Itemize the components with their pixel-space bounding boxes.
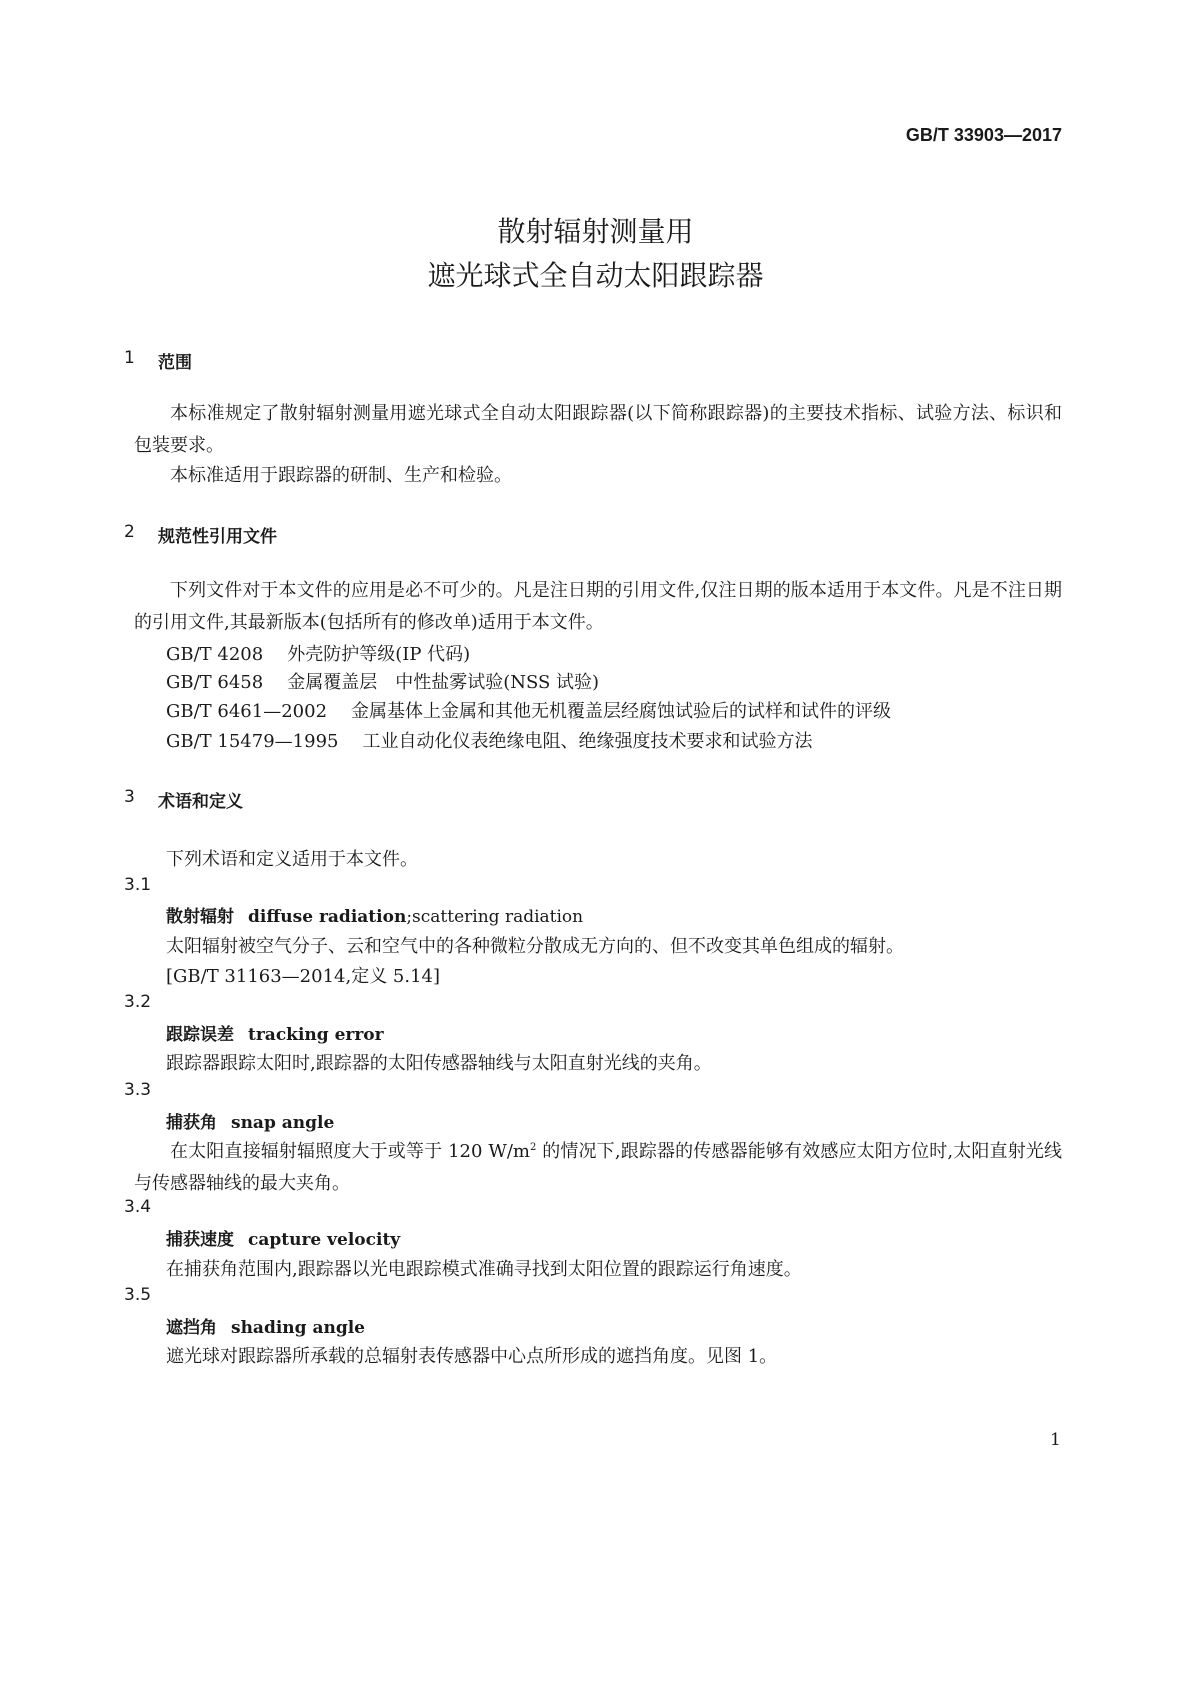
term-chinese: 跟踪误差 (166, 1025, 234, 1045)
term-chinese: 捕获速度 (166, 1230, 234, 1250)
section-2-paragraph-1: 下列文件对于本文件的应用是必不可少的。凡是注日期的引用文件,仅注日期的版本适用于本文件。凡是不注日期的引用文件,其最新版本(包括所有的修改单)适用于本文件。 (134, 580, 1062, 633)
reference-title: 金属覆盖层 中性盐雾试验(NSS 试验) (287, 672, 600, 693)
term-heading (166, 1225, 400, 1250)
reference-title: 工业自动化仪表绝缘电阻、绝缘强度技术要求和试验方法 (362, 731, 813, 752)
section-1-number: 1 (124, 348, 135, 368)
term-english: snap angle (231, 1113, 335, 1133)
term-english: diffuse radiation (248, 907, 407, 927)
term-chinese: 遮挡角 (166, 1318, 217, 1338)
definition-part: 在太阳直接辐射辐照度大于或等于 120 W/m (170, 1141, 530, 1162)
term-number: 3.5 (124, 1285, 152, 1305)
term-number: 3.2 (124, 992, 152, 1012)
document-title-line2: 遮光球式全自动太阳跟踪器 (427, 259, 764, 292)
term-definition: 跟踪器跟踪太阳时,跟踪器的太阳传感器轴线与太阳直射光线的夹角。 (166, 1053, 712, 1074)
definition-part: 的情况下,跟踪器的传感器能够有效感应太阳方位时,太阳直射光线与传感器轴线的最大夹角。 (134, 1141, 1062, 1194)
term-number: 3.3 (124, 1080, 152, 1100)
term-definition: 遮光球对跟踪器所承载的总辐射表传感器中心点所形成的遮挡角度。见图 1。 (166, 1346, 778, 1367)
term-number: 3.1 (124, 875, 152, 895)
page-number: 1 (1050, 1430, 1061, 1450)
term-definition: 在捕获角范围内,跟踪器以光电跟踪模式准确寻找到太阳位置的跟踪运行角速度。 (166, 1259, 802, 1280)
reference-title: 外壳防护等级(IP 代码) (287, 644, 471, 665)
superscript: 2 (529, 1142, 537, 1153)
section-2-number: 2 (124, 522, 135, 542)
section-2-title: 规范性引用文件 (158, 527, 277, 547)
section-1-title: 范围 (158, 353, 192, 373)
term-chinese: 捕获角 (166, 1113, 217, 1133)
term-heading (166, 902, 583, 927)
standard-code: GB/T 33903—2017 (905, 125, 1062, 145)
reference-item (166, 697, 891, 723)
term-definition (134, 1132, 1062, 1200)
section-1-paragraph-2: 本标准适用于跟踪器的研制、生产和检验。 (170, 465, 512, 486)
term-number: 3.4 (124, 1197, 152, 1217)
term-heading (166, 1020, 384, 1045)
term-english: capture velocity (248, 1230, 401, 1250)
reference-item (166, 727, 812, 753)
section-3-intro: 下列术语和定义适用于本文件。 (166, 849, 418, 870)
term-heading (166, 1313, 365, 1338)
term-english: tracking error (248, 1025, 384, 1045)
reference-code: GB/T 4208 (166, 644, 264, 665)
term-source: [GB/T 31163—2014,定义 5.14] (166, 966, 441, 987)
term-english: shading angle (231, 1318, 365, 1338)
section-3-number: 3 (124, 787, 135, 807)
reference-item (166, 640, 470, 666)
reference-code: GB/T 6461—2002 (166, 701, 328, 722)
term-english-alt: ;scattering radiation (406, 907, 584, 927)
section-1-paragraph-1: 本标准规定了散射辐射测量用遮光球式全自动太阳跟踪器(以下简称跟踪器)的主要技术指标、试验方法、标识和包装要求。 (134, 403, 1062, 456)
term-definition: 太阳辐射被空气分子、云和空气中的各种微粒分散成无方向的、但不改变其单色组成的辐射。 (166, 936, 904, 957)
term-heading (166, 1108, 334, 1133)
document-title-line1: 散射辐射测量用 (497, 215, 694, 248)
reference-title: 金属基体上金属和其他无机覆盖层经腐蚀试验后的试样和试件的评级 (351, 701, 892, 722)
reference-item (166, 668, 599, 694)
term-chinese: 散射辐射 (166, 907, 234, 927)
reference-code: GB/T 15479—1995 (166, 731, 339, 752)
section-3-title: 术语和定义 (158, 792, 243, 812)
reference-code: GB/T 6458 (166, 672, 264, 693)
